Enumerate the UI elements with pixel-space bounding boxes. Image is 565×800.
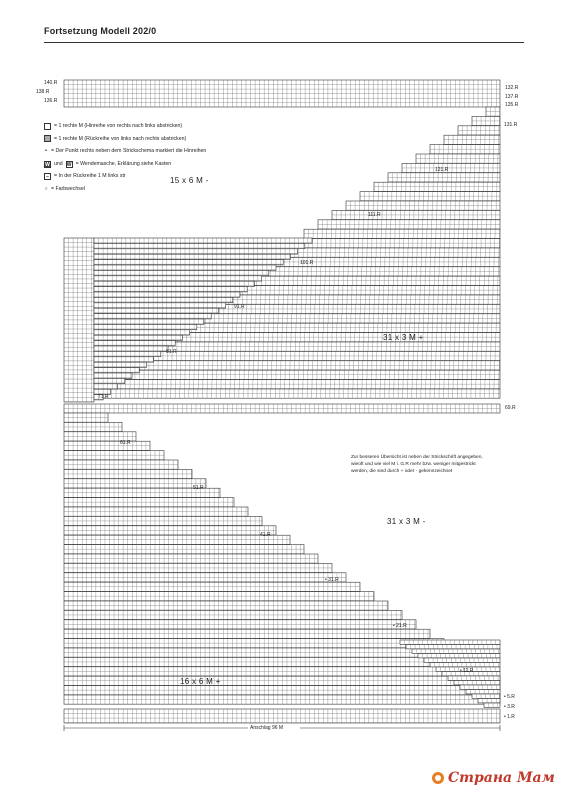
row-label: • 5.R — [504, 694, 515, 700]
row-label: 61.R — [120, 440, 131, 446]
dot-icon: • — [45, 147, 47, 154]
chart-bottom-step — [64, 601, 388, 610]
row-label: 51.R — [193, 485, 204, 491]
chart-staircase-step — [220, 286, 500, 295]
chart-middle-band — [64, 404, 500, 413]
legend-item — [44, 120, 206, 133]
chart-staircase-step — [486, 107, 500, 116]
chart-staircase-step — [136, 342, 500, 351]
chart-bottom-step — [64, 676, 500, 685]
chart-bottom-step — [64, 563, 332, 572]
chart-bottom-step — [64, 573, 346, 582]
chart-bottom-step — [64, 545, 304, 554]
row-label: • 11.R — [460, 668, 474, 674]
cast-on-label: Anschlag 96 M — [250, 725, 284, 731]
row-label: • 1.R — [504, 714, 515, 720]
chart-bottom-step — [64, 582, 360, 591]
chart-bottom-right-step — [454, 681, 500, 685]
chart-bottom-step — [64, 460, 178, 469]
chart-staircase-step — [360, 192, 500, 201]
row-label: 111.R — [368, 212, 381, 218]
chart-left-step — [94, 346, 168, 351]
legend-text: = 1 rechte M (Rückreihe von links nach rechts abstricken) — [54, 135, 187, 142]
chart-staircase-step — [248, 267, 500, 276]
chart-left-step — [94, 384, 118, 389]
side-note: Zur besseren Übersicht ist neben der Strickschrift angegeben, wieoft und wie viel M i. G.R mehr bzw. weniger mitgestrickt werden, die sind durch + oder - gekennzeichnet — [351, 455, 483, 474]
chart-staircase-step — [430, 145, 500, 154]
chart-left-step — [94, 335, 182, 340]
chart-left-step — [94, 270, 269, 275]
chart-left-step — [94, 324, 197, 329]
chart-bottom-right-step — [466, 690, 500, 694]
legend-text: und — [54, 160, 63, 167]
chart-staircase-step — [416, 154, 500, 163]
section-label-bottom-left: 16 x 6 M + — [180, 677, 221, 686]
chart-bottom-right-step — [430, 663, 500, 667]
chart-staircase-step — [346, 201, 500, 210]
chart-left-step — [94, 292, 240, 297]
chart-bottom-step — [64, 610, 402, 619]
chart-left-step — [94, 249, 298, 254]
chart-bottom-right-step — [460, 685, 500, 689]
row-label: 41.R — [260, 532, 271, 538]
legend-text: = 1 rechte M (Hinreihe von rechts nach links abstricken) — [54, 123, 183, 129]
chart-left-step — [94, 243, 305, 248]
chart-left-step — [94, 314, 211, 319]
chart-left-step — [94, 297, 233, 302]
row-label: • 3.R — [504, 704, 515, 710]
filled-square-icon — [44, 135, 51, 142]
chart-staircase-step — [94, 370, 500, 379]
chart-bottom-step — [64, 667, 486, 676]
chart-staircase-step — [164, 323, 500, 332]
chart-left-step — [94, 276, 262, 281]
chart-bottom-step — [64, 657, 472, 666]
chart-staircase-step — [276, 248, 500, 257]
row-label: 132.R — [505, 85, 519, 91]
chart-staircase-step — [80, 380, 500, 389]
chart-top-band — [64, 80, 500, 107]
chart-staircase-step — [66, 389, 500, 398]
row-label: 121.R — [435, 167, 449, 173]
chart-staircase-step — [332, 210, 500, 219]
chart-left-step — [94, 281, 254, 286]
chart-bottom-step — [64, 620, 416, 629]
chart-left-step — [94, 238, 312, 243]
legend-item — [44, 158, 206, 171]
row-label: 101.R — [300, 260, 314, 266]
chart-bottom-step — [64, 498, 234, 507]
row-label: 135.R — [505, 102, 519, 108]
legend-text: = Farbwechsel — [51, 185, 85, 192]
row-label: 136.R — [44, 98, 58, 104]
chart-staircase-step — [458, 126, 500, 135]
chart-bottom-step — [64, 413, 108, 422]
chart-staircase-step — [206, 295, 500, 304]
row-label: 137.R — [505, 94, 519, 100]
row-label: 138.R — [36, 89, 50, 95]
row-label: 69.R — [505, 405, 516, 411]
chart-left-column — [64, 238, 94, 402]
chart-staircase-step — [472, 116, 500, 125]
chart-left-step — [94, 260, 283, 265]
chart-bottom-step — [64, 507, 248, 516]
legend-text: = Wendemasche, Erklärung siehe Kasten — [75, 160, 172, 167]
watermark-icon — [430, 770, 446, 786]
chart-left-step — [94, 357, 154, 362]
chart-bottom-step — [64, 592, 374, 601]
chart-staircase-step — [234, 276, 500, 285]
chart-staircase-step — [290, 239, 500, 248]
chart-bottom-right-step — [472, 694, 500, 698]
legend-item — [44, 133, 206, 146]
chart-bottom-step — [64, 535, 290, 544]
section-label-bottom-right: 31 x 3 M - — [387, 517, 426, 526]
chart-staircase-step — [402, 163, 500, 172]
chart-staircase-step — [178, 314, 500, 323]
chart-left-step — [94, 341, 175, 346]
row-label: 71.R — [98, 394, 109, 400]
row-label: 81.R — [166, 349, 177, 355]
chart-bottom-step — [64, 695, 500, 704]
chart-bottom-step — [64, 422, 122, 431]
chart-bottom-right-step — [406, 645, 500, 649]
watermark: Страна Мам — [448, 770, 555, 786]
chart-bottom-step — [64, 516, 262, 525]
empty-square-icon — [44, 123, 51, 130]
page-title: Fortsetzung Modell 202/0 — [44, 26, 157, 36]
chart-bottom-right-step — [412, 649, 500, 653]
chart-bottom-step — [64, 451, 164, 460]
legend-text: = Der Punkt rechts neben dem Strickschema markiert die Hinreihen — [51, 148, 207, 155]
chart-bottom-step — [64, 526, 276, 535]
chart-cast-on-band — [64, 709, 500, 723]
chart-staircase-step — [444, 135, 500, 144]
chart-bottom-step — [64, 686, 500, 695]
chart-bottom-step — [64, 639, 444, 648]
row-label: • 21.R — [393, 623, 407, 629]
chart-left-step — [94, 362, 146, 367]
row-label: 140.R — [44, 80, 58, 86]
row-label: 91.R — [234, 304, 245, 310]
chart-left-step — [94, 378, 125, 383]
turn-stitch-icon: W — [45, 161, 50, 168]
section-label-top-right: 31 x 3 M + — [383, 333, 424, 342]
chart-bottom-right-step — [424, 658, 500, 662]
color-change-icon: ○ — [44, 185, 48, 192]
chart-staircase-step — [122, 351, 500, 360]
chart-left-step — [94, 308, 218, 313]
turn-stitch-icon: W — [66, 161, 72, 168]
chart-staircase-step — [318, 220, 500, 229]
chart-bottom-right-step — [400, 640, 500, 644]
chart-staircase-step — [150, 333, 500, 342]
chart-bottom-step — [64, 441, 150, 450]
chart-left-step — [94, 319, 204, 324]
chart-bottom-right-step — [478, 699, 500, 703]
chart-left-step — [94, 351, 161, 356]
chart-bottom-step — [64, 629, 430, 638]
chart-bottom-step — [64, 554, 318, 563]
chart-left-step — [94, 254, 290, 259]
legend-text: = In der Rückreihe 1 M links str — [54, 173, 126, 180]
legend-item — [44, 145, 206, 158]
chart-bottom-step — [64, 479, 206, 488]
chart-left-step — [94, 368, 139, 373]
chart-staircase-step — [262, 257, 500, 266]
chart-bottom-step — [64, 469, 192, 478]
chart-bottom-right-step — [484, 703, 500, 707]
section-label-top-left: 15 x 6 M - — [170, 176, 209, 185]
chart-left-step — [94, 303, 226, 308]
chart-bottom-step — [64, 648, 458, 657]
chart-left-step — [94, 265, 276, 270]
chart-bottom-right-step — [448, 676, 500, 680]
purl-stitch-icon: – — [44, 173, 51, 180]
chart-left-step — [94, 330, 190, 335]
chart-left-step — [94, 287, 247, 292]
chart-bottom-right-step — [418, 654, 500, 658]
chart-staircase-step — [304, 229, 500, 238]
chart-staircase-step — [108, 361, 500, 370]
chart-left-step — [94, 373, 132, 378]
chart-staircase-step — [374, 182, 500, 191]
row-label: • 31.R — [325, 577, 339, 583]
row-label: 131.R — [504, 122, 518, 128]
chart-staircase-step — [388, 173, 500, 182]
